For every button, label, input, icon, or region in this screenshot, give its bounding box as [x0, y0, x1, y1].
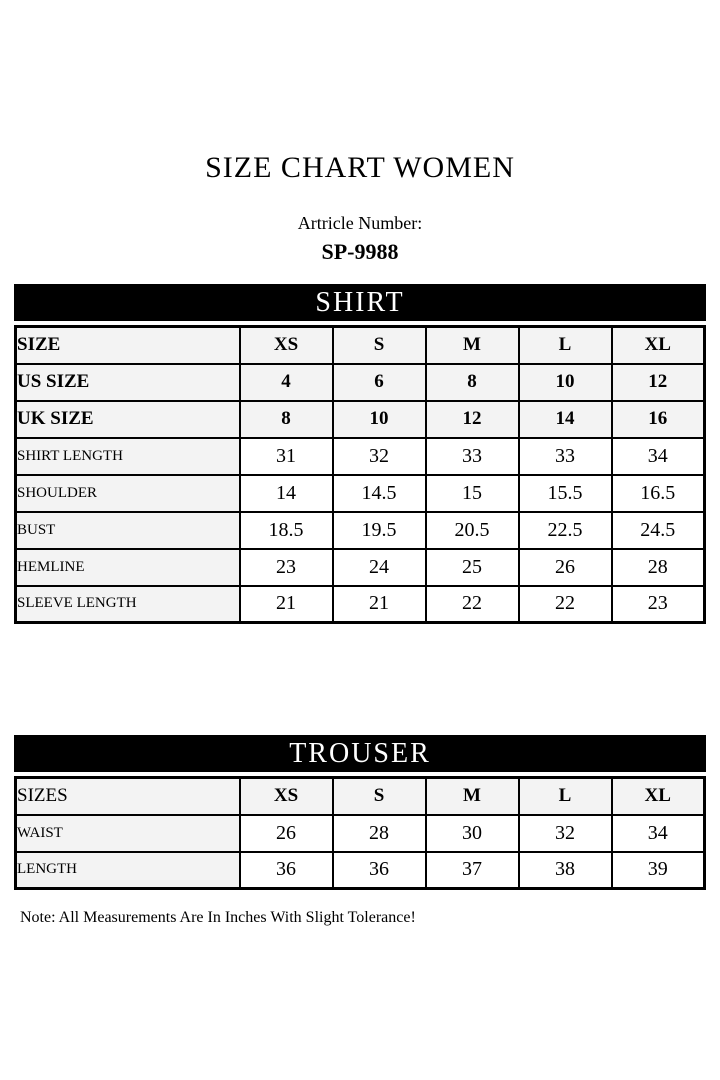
cell-value: 28: [612, 549, 705, 586]
cell-value: 20.5: [426, 512, 519, 549]
row-label: BUST: [16, 512, 240, 549]
cell-value: XL: [612, 327, 705, 364]
trouser-size-table: [14, 776, 706, 890]
size-chart-sheet: [0, 150, 720, 1080]
cell-value: 36: [240, 852, 333, 889]
cell-value: 8: [240, 401, 333, 438]
cell-value: 6: [333, 364, 426, 401]
cell-value: 14: [240, 475, 333, 512]
cell-value: 33: [519, 438, 612, 475]
cell-value: 12: [612, 364, 705, 401]
table-row: [16, 549, 705, 586]
row-label: HEMLINE: [16, 549, 240, 586]
row-label: US SIZE: [16, 364, 240, 401]
cell-value: 14.5: [333, 475, 426, 512]
table-row: [16, 815, 705, 852]
cell-value: 22: [426, 586, 519, 623]
cell-value: 25: [426, 549, 519, 586]
row-label: LENGTH: [16, 852, 240, 889]
cell-value: 22: [519, 586, 612, 623]
cell-value: 31: [240, 438, 333, 475]
row-label: SHIRT LENGTH: [16, 438, 240, 475]
cell-value: 4: [240, 364, 333, 401]
row-label: SIZE: [16, 327, 240, 364]
cell-value: S: [333, 778, 426, 815]
cell-value: 10: [333, 401, 426, 438]
cell-value: 23: [240, 549, 333, 586]
cell-value: 23: [612, 586, 705, 623]
cell-value: L: [519, 327, 612, 364]
cell-value: XS: [240, 327, 333, 364]
table-row: [16, 778, 705, 815]
table-row: [16, 852, 705, 889]
cell-value: S: [333, 327, 426, 364]
cell-value: XL: [612, 778, 705, 815]
cell-value: 36: [333, 852, 426, 889]
cell-value: 30: [426, 815, 519, 852]
cell-value: 24.5: [612, 512, 705, 549]
row-label: SIZES: [16, 778, 240, 815]
cell-value: 12: [426, 401, 519, 438]
cell-value: 24: [333, 549, 426, 586]
trouser-table-banner: TROUSER: [14, 735, 706, 772]
cell-value: 21: [240, 586, 333, 623]
cell-value: 34: [612, 815, 705, 852]
shirt-size-table: [14, 325, 706, 624]
cell-value: 32: [333, 438, 426, 475]
row-label: SLEEVE LENGTH: [16, 586, 240, 623]
cell-value: 15: [426, 475, 519, 512]
cell-value: 38: [519, 852, 612, 889]
article-number-value: SP-9988: [321, 239, 399, 264]
cell-value: 33: [426, 438, 519, 475]
table-row: [16, 401, 705, 438]
row-label: WAIST: [16, 815, 240, 852]
cell-value: 21: [333, 586, 426, 623]
cell-value: 14: [519, 401, 612, 438]
shirt-table-section: [14, 284, 706, 624]
table-row: [16, 438, 705, 475]
cell-value: 34: [612, 438, 705, 475]
cell-value: 18.5: [240, 512, 333, 549]
cell-value: 16.5: [612, 475, 705, 512]
cell-value: 32: [519, 815, 612, 852]
cell-value: 26: [240, 815, 333, 852]
cell-value: 15.5: [519, 475, 612, 512]
table-row: [16, 475, 705, 512]
shirt-table-banner: SHIRT: [14, 284, 706, 321]
cell-value: 39: [612, 852, 705, 889]
cell-value: 28: [333, 815, 426, 852]
cell-value: 16: [612, 401, 705, 438]
cell-value: 19.5: [333, 512, 426, 549]
trouser-table-section: [14, 735, 706, 890]
cell-value: 26: [519, 549, 612, 586]
article-number-label: Artricle Number:: [297, 213, 423, 233]
table-row: [16, 586, 705, 623]
row-label: SHOULDER: [16, 475, 240, 512]
table-row: [16, 512, 705, 549]
table-row: [16, 364, 705, 401]
measurement-note: Note: All Measurements Are In Inches With Slight Tolerance!: [20, 909, 416, 926]
cell-value: 8: [426, 364, 519, 401]
cell-value: XS: [240, 778, 333, 815]
row-label: UK SIZE: [16, 401, 240, 438]
table-row: [16, 327, 705, 364]
cell-value: M: [426, 327, 519, 364]
cell-value: M: [426, 778, 519, 815]
cell-value: 37: [426, 852, 519, 889]
cell-value: 22.5: [519, 512, 612, 549]
page-title: SIZE CHART WOMEN: [205, 151, 515, 184]
cell-value: L: [519, 778, 612, 815]
cell-value: 10: [519, 364, 612, 401]
